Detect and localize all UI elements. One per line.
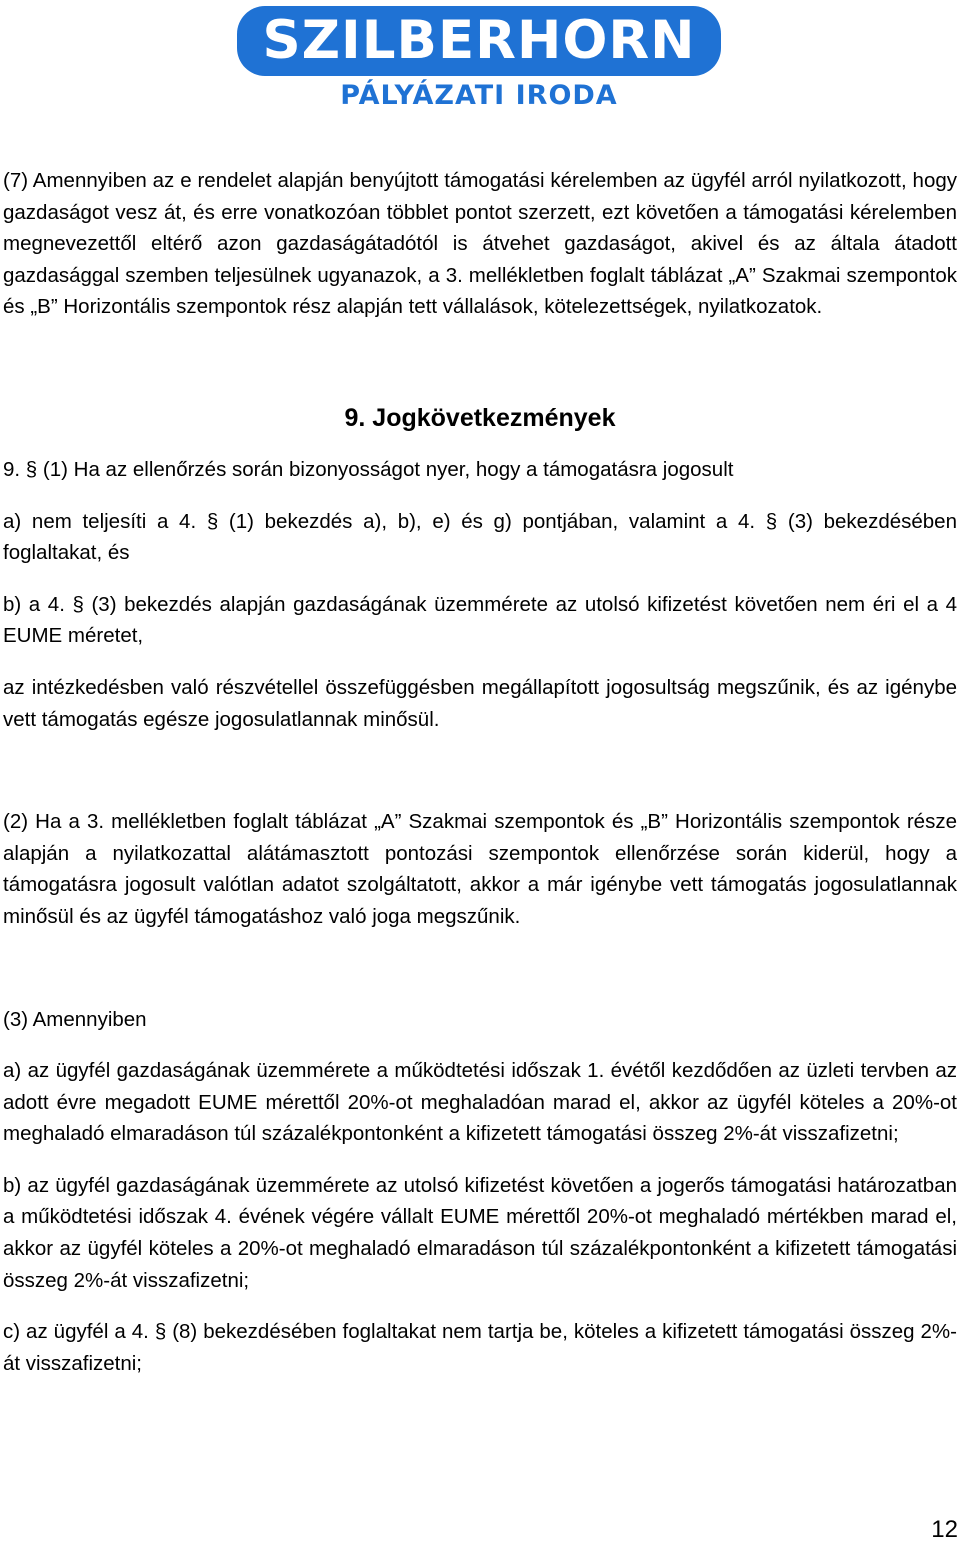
section-9-conclusion: az intézkedésben való részvétellel összefüggésben megállapított jogosultság megszűnik, és az igénybe vett támogatás egésze jogosulatlannak minősül. [3,675,957,731]
section-9-point-a: a) nem teljesíti a 4. § (1) bekezdés a), b), e) és g) pontjában, valamint a 4. § (3) bekezdésében foglaltakat, és [3,509,957,565]
section-9-paragraph-3-b: b) az ügyfél gazdaságának üzemmérete az utolsó kifizetést követően a jogerős támogatási határozatban a működtetési időszak 4. évének végére vállalt EUME mérettől 20%-ot meghaladó mértékben marad el, akkor az ügyfél köteles a 20%-ot meghaladó elmaradáson túl százalékpontonként a kifizetett támogatási összeg 2%-át visszafizetni; [3,1173,957,1292]
section-heading: 9. Jogkövetkezmények [344,403,616,432]
section-9-paragraph-3-c: c) az ügyfél a 4. § (8) bekezdésében foglaltakat nem tartja be, köteles a kifizetett támogatási összeg 2%-át visszafizetni; [3,1320,957,1375]
section-9-paragraph-3-a: a) az ügyfél gazdaságának üzemmérete a működtetési időszak 1. évétől kezdődően az üzleti tervben az adott évre megadott EUME mérettől 20%-ot meghaladóan marad el, akkor az ügyfél köteles a 20%-ot meghaladó elmaradáson túl százalékpontonként a kifizetett támogatási összeg 2%-át visszafizetni; [3,1059,957,1146]
logo-main-text: SZILBERHORN [262,10,696,71]
document-body [3,165,957,1379]
section-9-paragraph-3: (3) Amennyiben [3,1007,147,1031]
paragraph-7: (7) Amennyiben az e rendelet alapján benyújtott támogatási kérelemben az ügyfél arról nyilatkozott, hogy gazdaságot vesz át, és erre vonatkozóan többlet pontot szerzett, ezt követően a támogatási kérelemben megnevezettől eltérő azon gazdaságátadótól is átvehet gazdaságot, akivel és az általa átadott gazdasággal szemben teljesülnek ugyanazok, a 3. mellékletben foglalt táblázat „A” Szakmai szempontok és „B” Horizontális szempontok rész alapján tett vállalások, kötelezettségek, nyilatkozatok. [3,169,957,319]
logo-sub-text: PÁLYÁZATI IRODA [340,80,618,111]
section-9-intro: 9. § (1) Ha az ellenőrzés során bizonyosságot nyer, hogy a támogatásra jogosult [3,457,734,481]
szilberhorn-logo [237,6,721,112]
page-number: 12 [931,1516,958,1543]
section-9-point-b: b) a 4. § (3) bekezdés alapján gazdaságának üzemmérete az utolsó kifizetést követően nem éri el a 4 EUME méretet, [3,592,957,648]
section-9-paragraph-2: (2) Ha a 3. mellékletben foglalt táblázat „A” Szakmai szempontok és „B” Horizontális szempontok része alapján a nyilatkozattal alátámasztott pontozási szempontok ellenőrzése során kiderül, hogy a támogatásra jogosult valótlan adatot szolgáltatott, akkor a már igénybe vett támogatás jogosulatlannak minősül és az ügyfél támogatáshoz való joga megszűnik. [3,810,957,928]
